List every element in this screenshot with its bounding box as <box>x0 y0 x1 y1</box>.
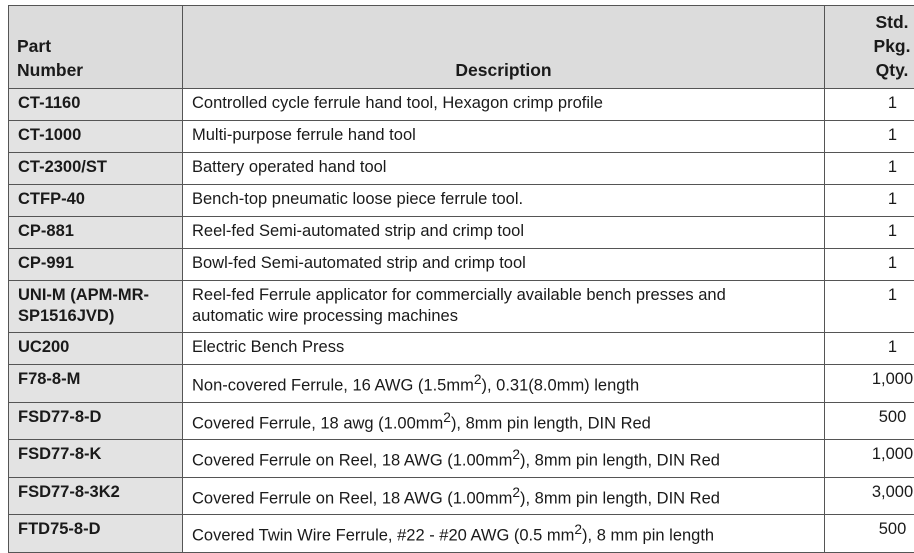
table-row <box>9 333 914 365</box>
table-row <box>9 121 914 153</box>
table-row <box>9 402 914 440</box>
description-text: ), 8mm pin length, DIN Red <box>520 452 720 470</box>
part-number-cell: CP-991 <box>9 249 183 281</box>
superscript-2: 2 <box>574 522 582 537</box>
description-text: ), 8mm pin length, DIN Red <box>451 414 651 432</box>
qty-cell: 1 <box>825 153 914 185</box>
qty-cell: 1,000 <box>825 440 914 478</box>
table-row <box>9 477 914 515</box>
qty-cell: 500 <box>825 515 914 553</box>
part-number-cell <box>9 281 183 333</box>
part-number-cell: FTD75-8-D <box>9 515 183 553</box>
table-row <box>9 153 914 185</box>
table-row <box>9 185 914 217</box>
table-row <box>9 249 914 281</box>
description-cell <box>183 477 825 515</box>
qty-cell: 1 <box>825 333 914 365</box>
description-text: ), 8 mm pin length <box>582 527 714 545</box>
table-row <box>9 217 914 249</box>
superscript-2: 2 <box>512 485 520 500</box>
part-number-cell: FSD77-8-K <box>9 440 183 478</box>
part-number-cell: F78-8-M <box>9 365 183 403</box>
header-std-pkg-qty <box>825 6 914 89</box>
description-text: ), 0.31(8.0mm) length <box>481 377 639 395</box>
description-cell <box>183 365 825 403</box>
superscript-2: 2 <box>443 410 451 425</box>
description-cell: Bowl-fed Semi-automated strip and crimp tool <box>183 249 825 281</box>
part-number-cell: FSD77-8-3K2 <box>9 477 183 515</box>
part-number-cell: CTFP-40 <box>9 185 183 217</box>
superscript-2: 2 <box>512 447 520 462</box>
header-qty-line1: Std. <box>875 12 908 32</box>
description-cell: Bench-top pneumatic loose piece ferrule tool. <box>183 185 825 217</box>
qty-cell: 3,000 <box>825 477 914 515</box>
qty-cell: 1,000 <box>825 365 914 403</box>
header-part-line1: Part <box>17 36 51 56</box>
qty-cell: 1 <box>825 281 914 333</box>
qty-cell: 1 <box>825 121 914 153</box>
header-part-number <box>9 6 183 89</box>
part-number-line1: UNI-M (APM-MR- <box>18 286 149 304</box>
table-row <box>9 515 914 553</box>
qty-cell: 1 <box>825 249 914 281</box>
description-text: Covered Twin Wire Ferrule, #22 - #20 AWG (0.5 mm <box>192 527 574 545</box>
qty-cell: 1 <box>825 185 914 217</box>
description-text: ), 8mm pin length, DIN Red <box>520 489 720 507</box>
description-cell: Battery operated hand tool <box>183 153 825 185</box>
description-text: Non-covered Ferrule, 16 AWG (1.5mm <box>192 377 474 395</box>
part-number-cell: CT-1000 <box>9 121 183 153</box>
header-description: Description <box>183 6 825 89</box>
table-row <box>9 281 914 333</box>
header-part-line2: Number <box>17 60 83 80</box>
description-text: Covered Ferrule on Reel, 18 AWG (1.00mm <box>192 489 512 507</box>
part-number-cell: CT-1160 <box>9 89 183 121</box>
description-line1: Reel-fed Ferrule applicator for commercially available bench presses and <box>192 286 726 304</box>
description-cell <box>183 281 825 333</box>
description-cell <box>183 440 825 478</box>
product-table <box>8 5 914 553</box>
description-cell: Controlled cycle ferrule hand tool, Hexagon crimp profile <box>183 89 825 121</box>
header-row <box>9 6 914 89</box>
part-number-cell: CT-2300/ST <box>9 153 183 185</box>
part-number-line2: SP1516JVD) <box>18 307 114 325</box>
description-text: Covered Ferrule on Reel, 18 AWG (1.00mm <box>192 452 512 470</box>
part-number-cell: UC200 <box>9 333 183 365</box>
description-text: Covered Ferrule, 18 awg (1.00mm <box>192 414 443 432</box>
description-cell: Reel-fed Semi-automated strip and crimp tool <box>183 217 825 249</box>
table-row <box>9 365 914 403</box>
qty-cell: 1 <box>825 217 914 249</box>
header-qty-line2: Pkg. <box>874 36 911 56</box>
part-number-cell: CP-881 <box>9 217 183 249</box>
description-cell: Electric Bench Press <box>183 333 825 365</box>
description-line2: automatic wire processing machines <box>192 307 458 325</box>
description-cell <box>183 515 825 553</box>
superscript-2: 2 <box>474 372 482 387</box>
table-row <box>9 440 914 478</box>
table-row <box>9 89 914 121</box>
qty-cell: 1 <box>825 89 914 121</box>
qty-cell: 500 <box>825 402 914 440</box>
description-cell: Multi-purpose ferrule hand tool <box>183 121 825 153</box>
description-cell <box>183 402 825 440</box>
header-qty-line3: Qty. <box>876 60 909 80</box>
part-number-cell: FSD77-8-D <box>9 402 183 440</box>
